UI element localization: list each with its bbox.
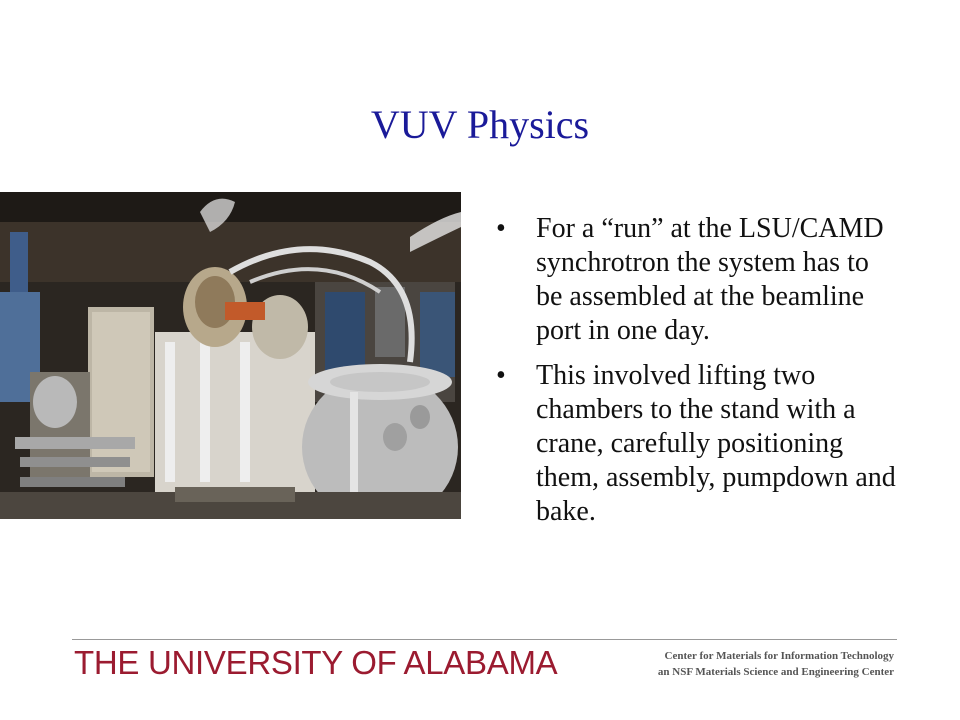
bullet-item (496, 212, 896, 348)
university-logo-text: THE UNIVERSITY OF ALABAMA (74, 644, 558, 681)
bullet-item (496, 359, 896, 529)
bullet-list (496, 212, 896, 540)
bullet-marker: • (496, 360, 506, 391)
center-name: Center for Materials for Information Technology (664, 650, 894, 662)
center-info (658, 648, 894, 680)
slide-title: VUV Physics (370, 102, 590, 147)
footer-divider (72, 639, 897, 640)
lab-equipment-photo (0, 192, 461, 519)
bullet-text: This involved lifting two chambers to the stand with a crane, carefully positioning them, assembly, pumpdown and bake. (536, 360, 896, 527)
bullet-text: For a “run” at the LSU/CAMD synchrotron the system has to be assembled at the beamline port in one day. (536, 213, 884, 346)
bullet-marker: • (496, 213, 506, 244)
center-subtitle: an NSF Materials Science and Engineering Center (657, 666, 894, 678)
